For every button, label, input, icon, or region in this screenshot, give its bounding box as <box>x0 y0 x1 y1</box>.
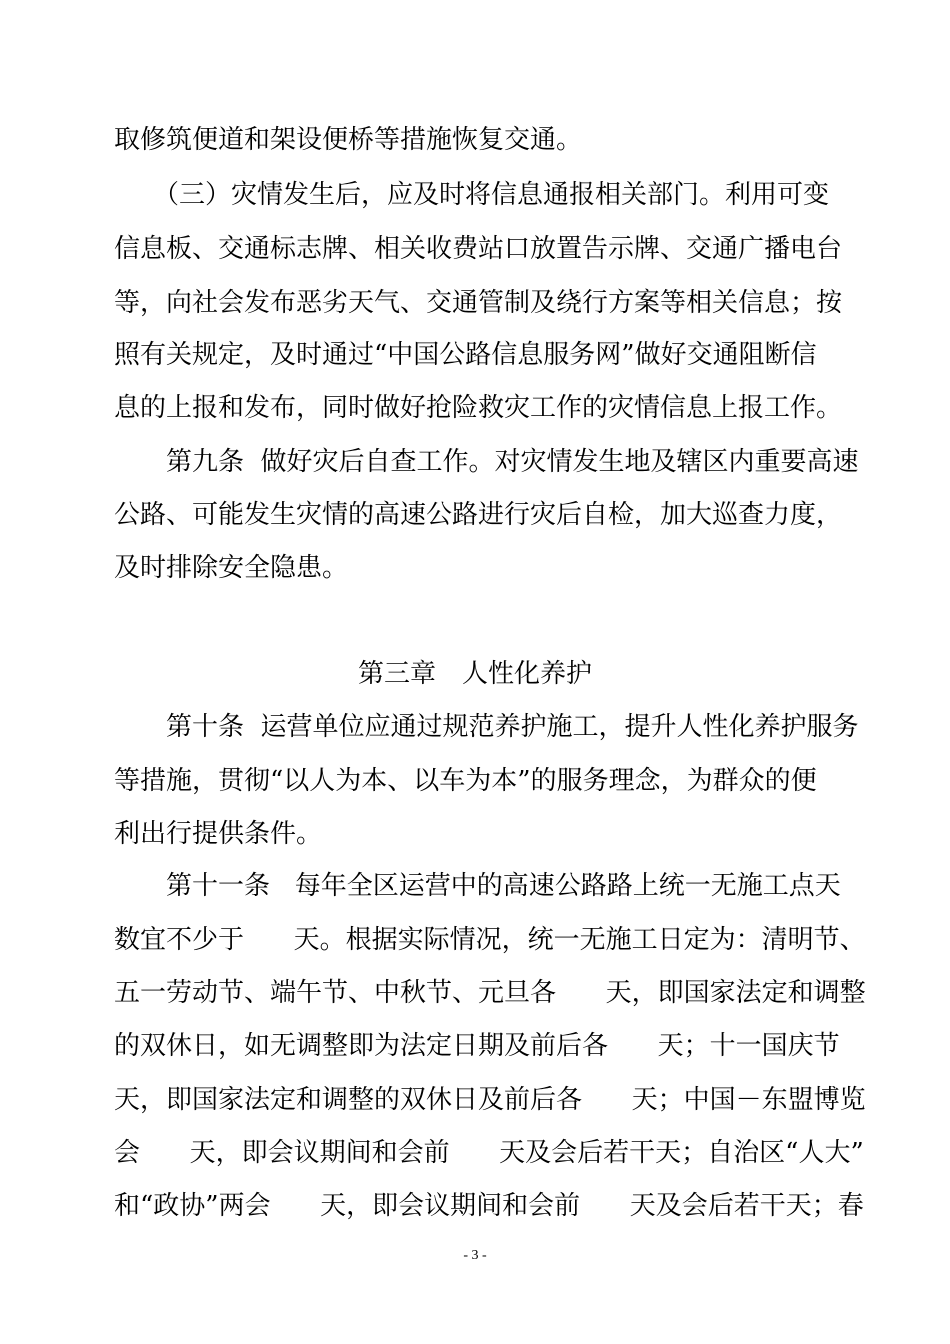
text-line: 天，即国家法定和调整的双休日及前后各 天；中国－东盟博览 <box>114 1085 866 1115</box>
text-line: 息的上报和发布，同时做好抢险救灾工作的灾情信息上报工作。 <box>114 393 843 423</box>
text-line: 取修筑便道和架设便桥等措施恢复交通。 <box>114 125 583 155</box>
text-line: 第十一条 每年全区运营中的高速公路路上统一无施工点天 <box>114 871 841 901</box>
page-number: - 3 - <box>463 1248 487 1263</box>
text-line: 照有关规定，及时通过“中国公路信息服务网”做好交通阻断信 <box>114 340 817 370</box>
chapter-heading: 第三章 人性化养护 <box>357 659 592 689</box>
text-line: （三）灾情发生后，应及时将信息通报相关部门。利用可变 <box>114 180 830 210</box>
text-line: 和“政协”两会 天，即会议期间和会前 天及会后若干天；春 <box>114 1191 864 1221</box>
text-line: 利出行提供条件。 <box>114 819 323 849</box>
text-line: 的双休日，如无调整即为法定日期及前后各 天；十一国庆节 <box>114 1031 840 1061</box>
text-line: 等措施，贯彻“以人为本、以车为本”的服务理念，为群众的便 <box>114 766 817 796</box>
text-line: 及时排除安全隐患。 <box>114 553 349 583</box>
text-line: 五一劳动节、端午节、中秋节、元旦各 天，即国家法定和调整 <box>114 978 866 1008</box>
text-line: 等，向社会发布恶劣天气、交通管制及绕行方案等相关信息；按 <box>114 288 843 318</box>
text-line: 公路、可能发生灾情的高速公路进行灾后自检，加大巡查力度， <box>114 500 843 530</box>
text-line: 第十条 运营单位应通过规范养护施工，提升人性化养护服务 <box>114 712 859 742</box>
text-line: 会 天，即会议期间和会前 天及会后若干天；自治区“人大” <box>114 1138 864 1168</box>
text-line: 第九条 做好灾后自查工作。对灾情发生地及辖区内重要高速 <box>114 447 859 477</box>
text-line: 信息板、交通标志牌、相关收费站口放置告示牌、交通广播电台 <box>114 234 843 264</box>
text-line: 数宜不少于 天。根据实际情况，统一无施工日定为：清明节、 <box>114 925 866 955</box>
